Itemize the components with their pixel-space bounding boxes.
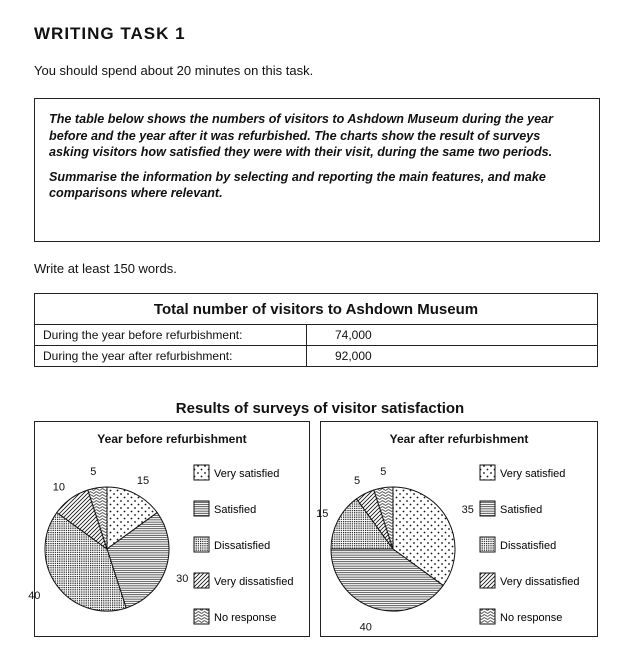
pie-chart-svg	[316, 422, 597, 636]
chart-before-panel	[28, 421, 310, 637]
legend-label: No response	[500, 612, 563, 624]
table-row-label: During the year before refurbishment:	[35, 325, 307, 346]
slice-value-label: 15	[316, 508, 329, 520]
slice-value-label: 10	[52, 481, 66, 494]
legend-swatch-very-satisfied	[194, 465, 209, 480]
slice-value-label: 5	[90, 465, 97, 478]
chart-after-panel	[316, 421, 598, 637]
legend-swatch-satisfied	[194, 501, 209, 516]
task-box	[34, 98, 600, 242]
legend-swatch-dissatisfied	[194, 537, 209, 552]
slice-value-label: 35	[461, 504, 474, 516]
page-heading: WRITING TASK 1	[34, 24, 186, 43]
legend-label: Dissatisfied	[500, 540, 557, 552]
task-paragraph-2: Summarise the information by selecting and reporting the main features, and make comparisons where relevant.	[49, 169, 546, 200]
intro-text: You should spend about 20 minutes on this task.	[34, 63, 314, 78]
legend-label: Satisfied	[500, 504, 543, 516]
legend-label: Dissatisfied	[214, 540, 271, 552]
task-paragraph-1: The table below shows the numbers of visitors to Ashdown Museum during the year before and the year after it was refurbished. The charts show the result of surveys asking visitors how satisfied they were with their visit, during the same two periods.	[49, 112, 554, 159]
legend-swatch-very-dissatisfied	[480, 573, 495, 588]
table-row-label: During the year after refurbishment:	[35, 346, 307, 367]
legend-label: No response	[214, 612, 277, 624]
chart-after-subtitle: Year after refurbishment	[389, 432, 529, 446]
charts-title: Results of surveys of visitor satisfaction	[175, 400, 465, 417]
slice-value-label: 40	[359, 621, 372, 634]
slice-value-label: 15	[136, 475, 150, 488]
legend-swatch-no-response	[194, 609, 209, 624]
legend-swatch-dissatisfied	[480, 537, 495, 552]
slice-value-label: 5	[380, 465, 387, 478]
table-header-row	[35, 294, 598, 325]
legend-swatch-no-response	[480, 609, 495, 624]
table-row-value: 92,000	[307, 346, 598, 367]
legend-label: Very satisfied	[500, 468, 566, 480]
legend-label: Satisfied	[214, 504, 257, 516]
slice-value-label: 40	[28, 590, 41, 603]
legend-swatch-very-satisfied	[480, 465, 495, 480]
legend-swatch-very-dissatisfied	[194, 573, 209, 588]
table-row	[35, 346, 598, 367]
table-row-value: 74,000	[307, 325, 598, 346]
word-count-text: Write at least 150 words.	[34, 261, 177, 276]
legend-swatch-satisfied	[480, 501, 495, 516]
legend-label: Very dissatisfied	[500, 576, 580, 588]
slice-value-label: 5	[353, 475, 361, 488]
table-row	[35, 325, 598, 346]
slice-value-label: 30	[176, 573, 189, 586]
table-title: Total number of visitors to Ashdown Museum	[35, 294, 598, 325]
visitors-table	[34, 293, 598, 367]
legend-label: Very satisfied	[214, 468, 280, 480]
legend-label: Very dissatisfied	[214, 576, 294, 588]
pie-chart-svg	[28, 422, 309, 636]
chart-before-subtitle: Year before refurbishment	[97, 432, 247, 446]
